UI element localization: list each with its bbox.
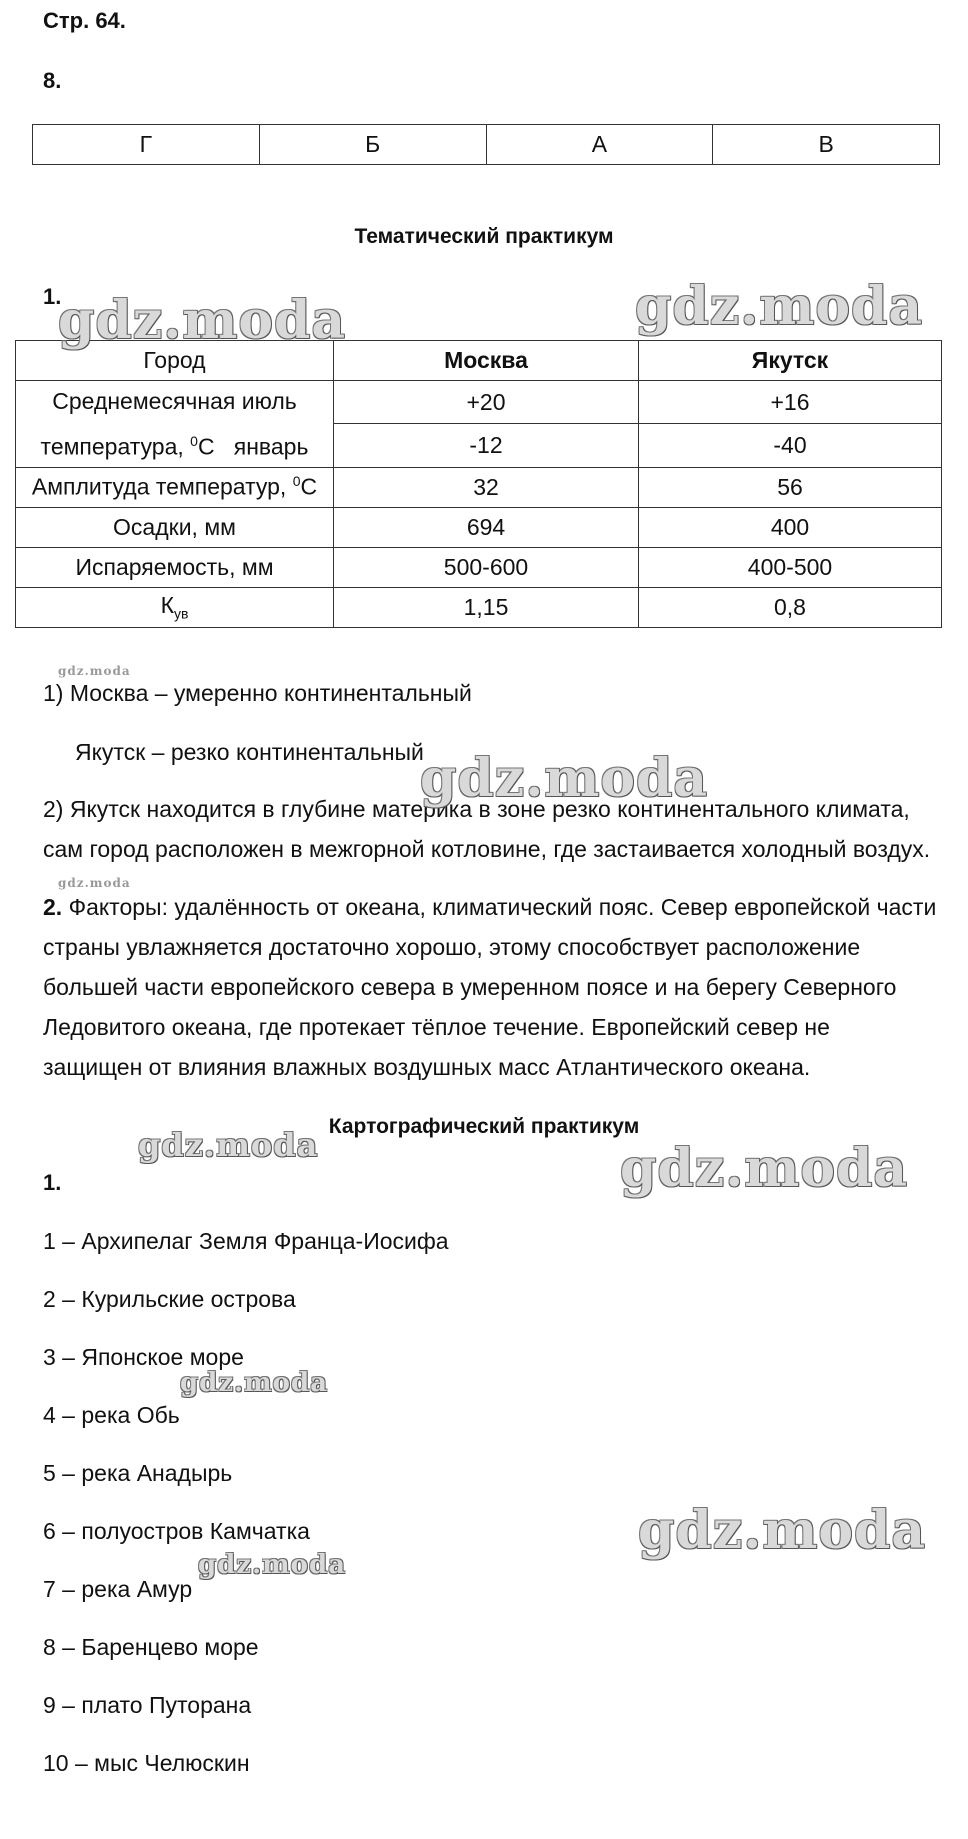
carto-item: 1 – Архипелаг Земля Франца-Иосифа: [43, 1228, 449, 1254]
carto-item: 2 – Курильские острова: [43, 1286, 296, 1312]
precip-yakutsk: 400: [639, 507, 942, 547]
july-label: июль: [241, 388, 297, 414]
amplitude-moscow: 32: [334, 467, 639, 507]
thematic-heading: Тематический практикум: [354, 225, 614, 248]
header-city: Город: [16, 341, 334, 381]
answer-cell: Г: [33, 125, 260, 165]
watermark: gdz.moda: [58, 290, 347, 351]
task2-paragraph: [43, 887, 938, 1087]
k-yakutsk: 0,8: [639, 587, 942, 627]
watermark: gdz.moda: [138, 1126, 319, 1164]
watermark: gdz.moda: [58, 664, 131, 678]
cartographic-heading: Картографический практикум: [328, 1115, 640, 1138]
carto-item: 4 – река Обь: [43, 1402, 180, 1428]
answer-cell: В: [713, 125, 940, 165]
temp-label-line2: температура,: [40, 433, 184, 460]
answer-cell: Б: [259, 125, 486, 165]
watermark: gdz.moda: [58, 876, 131, 890]
k-label: [16, 587, 334, 627]
watermark: gdz.moda: [638, 1500, 927, 1561]
header-yakutsk: Якутск: [639, 341, 942, 381]
answer-cell: А: [486, 125, 713, 165]
watermark: gdz.moda: [620, 1138, 909, 1199]
k-main: К: [160, 592, 174, 619]
carto-item: 8 – Баренцево море: [43, 1634, 259, 1660]
task2-line: страны увлажняется достаточно хорошо, этому способствует расположение: [43, 934, 861, 960]
watermark: gdz.moda: [420, 748, 709, 809]
task8-answer-table: [32, 124, 940, 165]
k-moscow: 1,15: [334, 587, 639, 627]
climate-table: [15, 340, 942, 628]
answer1-moscow: 1) Москва – умеренно континентальный: [43, 680, 472, 706]
carto-item: 9 – плато Путорана: [43, 1692, 252, 1718]
answer2-line: сам город расположен в межгорной котловине, где застаивается холодный воздух.: [43, 836, 931, 862]
july-yakutsk: +16: [639, 381, 942, 424]
january-label: январь: [233, 433, 309, 460]
page-label: Стр. 64.: [43, 8, 126, 33]
carto-item: 6 – полуостров Камчатка: [43, 1518, 310, 1544]
amplitude-unit: C: [300, 473, 318, 500]
task2-line: Ледовитого океана, где протекает тёплое течение. Европейский север не: [43, 1014, 830, 1040]
evap-moscow: 500-600: [334, 547, 639, 587]
task2-number: 2.: [43, 894, 63, 920]
temp-label-cell: [16, 381, 334, 468]
amplitude-yakutsk: 56: [639, 467, 942, 507]
temp-label-line1: Среднемесячная: [52, 388, 236, 414]
k-sub: ув: [173, 605, 189, 622]
task2-line: защищен от влияния влажных воздушных масс Атлантического океана.: [43, 1054, 811, 1080]
precip-moscow: 694: [334, 507, 639, 547]
watermark: gdz.moda: [198, 1550, 347, 1580]
answer1-yakutsk: Якутск – резко континентальный: [75, 739, 424, 765]
carto-task1-number: 1.: [43, 1170, 62, 1195]
thematic-task1-number: 1.: [43, 284, 62, 309]
jan-yakutsk: -40: [639, 424, 942, 467]
amplitude-label: [16, 467, 334, 507]
july-moscow: +20: [334, 381, 639, 424]
carto-item: 3 – Японское море: [43, 1344, 244, 1370]
jan-moscow: -12: [334, 424, 639, 467]
carto-item: 5 – река Анадырь: [43, 1460, 233, 1486]
carto-item: 7 – река Амур: [43, 1576, 193, 1602]
evap-yakutsk: 400-500: [639, 547, 942, 587]
task8-number: 8.: [43, 68, 62, 93]
temp-unit: C: [197, 433, 215, 460]
task2-line-text: Факторы: удалённость от океана, климатический пояс. Север европейской части: [62, 894, 937, 920]
watermark: gdz.moda: [180, 1368, 329, 1398]
amplitude-label-text: Амплитуда температур,: [31, 473, 287, 500]
header-moscow: Москва: [334, 341, 639, 381]
task2-line: [43, 887, 938, 927]
precip-label: Осадки, мм: [16, 507, 334, 547]
answer2-line: 2) Якутск находится в глубине материка в зоне резко континентального климата,: [43, 796, 910, 822]
evap-label: Испаряемость, мм: [16, 547, 334, 587]
carto-item: 10 – мыс Челюскин: [43, 1750, 250, 1776]
degree-sup: 0: [292, 473, 301, 490]
degree-sup: 0: [190, 433, 198, 449]
task2-line: большей части европейского севера в умеренном поясе и на берегу Северного: [43, 974, 897, 1000]
watermark: gdz.moda: [635, 276, 924, 337]
